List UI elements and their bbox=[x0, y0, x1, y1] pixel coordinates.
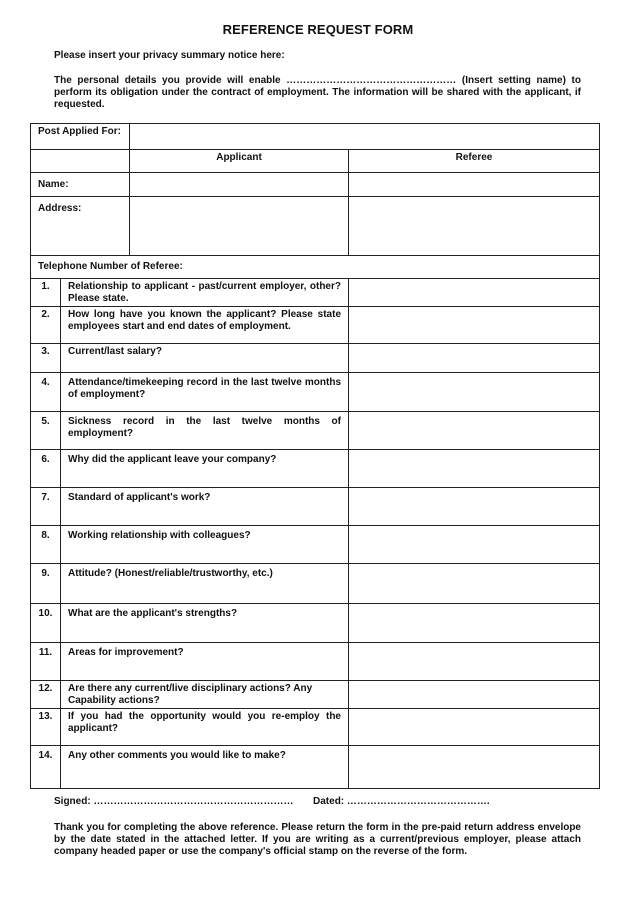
question-number: 8. bbox=[31, 526, 61, 564]
header-blank bbox=[31, 150, 130, 173]
address-row bbox=[31, 197, 600, 256]
applicant-address-field[interactable] bbox=[130, 197, 349, 256]
question-text: Attitude? (Honest/reliable/trustworthy, etc.) bbox=[61, 564, 349, 604]
name-label: Name: bbox=[31, 173, 130, 197]
answer-field[interactable] bbox=[349, 746, 600, 789]
question-text: Standard of applicant's work? bbox=[61, 488, 349, 526]
answer-field[interactable] bbox=[349, 526, 600, 564]
question-text: Any other comments you would like to make? bbox=[61, 746, 349, 789]
question-text: What are the applicant's strengths? bbox=[61, 604, 349, 643]
question-text: Current/last salary? bbox=[61, 344, 349, 373]
answer-field[interactable] bbox=[349, 450, 600, 488]
address-label: Address: bbox=[31, 197, 130, 256]
question-row bbox=[31, 604, 600, 643]
question-text: Working relationship with colleagues? bbox=[61, 526, 349, 564]
question-row bbox=[31, 746, 600, 789]
question-row bbox=[31, 412, 600, 450]
question-text: Attendance/timekeeping record in the last twelve months of employment? bbox=[61, 373, 349, 412]
question-text: Sickness record in the last twelve months of employment? bbox=[61, 412, 349, 450]
question-row bbox=[31, 681, 600, 709]
question-row bbox=[31, 564, 600, 604]
question-number: 1. bbox=[31, 279, 61, 307]
question-row bbox=[31, 279, 600, 307]
question-number: 4. bbox=[31, 373, 61, 412]
question-row bbox=[31, 373, 600, 412]
signature-line bbox=[54, 796, 490, 807]
post-applied-field[interactable] bbox=[130, 124, 600, 150]
question-number: 9. bbox=[31, 564, 61, 604]
question-row bbox=[31, 643, 600, 681]
signed-field[interactable]: Signed: …………………………………………………… bbox=[54, 796, 294, 807]
page-title: REFERENCE REQUEST FORM bbox=[222, 22, 414, 37]
answer-field[interactable] bbox=[349, 564, 600, 604]
question-text: Are there any current/live disciplinary actions? Any Capability actions? bbox=[61, 681, 349, 709]
post-applied-row bbox=[31, 124, 600, 150]
question-number: 12. bbox=[31, 681, 61, 709]
applicant-header: Applicant bbox=[130, 150, 349, 173]
question-row bbox=[31, 450, 600, 488]
question-text: If you had the opportunity would you re-employ the applicant? bbox=[61, 709, 349, 746]
question-text: Relationship to applicant - past/current employer, other? Please state. bbox=[61, 279, 349, 307]
answer-field[interactable] bbox=[349, 604, 600, 643]
question-number: 3. bbox=[31, 344, 61, 373]
name-row bbox=[31, 173, 600, 197]
question-row bbox=[31, 307, 600, 344]
telephone-row bbox=[31, 256, 600, 279]
reference-form-table bbox=[30, 123, 600, 789]
intro-paragraph: The personal details you provide will enable …………………………………………… (Insert setting name) to perform its obligation under the contract of employment. The information will be shared with the applicant, if requested. bbox=[54, 75, 581, 110]
question-text: Why did the applicant leave your company? bbox=[61, 450, 349, 488]
referee-header: Referee bbox=[349, 150, 600, 173]
telephone-label[interactable]: Telephone Number of Referee: bbox=[31, 256, 600, 279]
referee-address-field[interactable] bbox=[349, 197, 600, 256]
question-number: 13. bbox=[31, 709, 61, 746]
question-number: 5. bbox=[31, 412, 61, 450]
question-row bbox=[31, 526, 600, 564]
referee-name-field[interactable] bbox=[349, 173, 600, 197]
question-row bbox=[31, 344, 600, 373]
question-row bbox=[31, 488, 600, 526]
answer-field[interactable] bbox=[349, 643, 600, 681]
question-number: 14. bbox=[31, 746, 61, 789]
question-number: 11. bbox=[31, 643, 61, 681]
answer-field[interactable] bbox=[349, 488, 600, 526]
answer-field[interactable] bbox=[349, 373, 600, 412]
answer-field[interactable] bbox=[349, 412, 600, 450]
answer-field[interactable] bbox=[349, 307, 600, 344]
question-text: How long have you known the applicant? Please state employees start and end dates of employment. bbox=[61, 307, 349, 344]
privacy-notice: Please insert your privacy summary notice here: bbox=[54, 50, 285, 61]
answer-field[interactable] bbox=[349, 279, 600, 307]
post-applied-label: Post Applied For: bbox=[31, 124, 130, 150]
question-number: 6. bbox=[31, 450, 61, 488]
question-text: Areas for improvement? bbox=[61, 643, 349, 681]
question-number: 7. bbox=[31, 488, 61, 526]
applicant-name-field[interactable] bbox=[130, 173, 349, 197]
question-number: 10. bbox=[31, 604, 61, 643]
thanks-paragraph: Thank you for completing the above reference. Please return the form in the pre-paid return address envelope by the date stated in the attached letter. If you are writing as a current/previous employer, please attach company headed paper or use the company's official stamp on the reverse of the form. bbox=[54, 822, 581, 857]
question-number: 2. bbox=[31, 307, 61, 344]
answer-field[interactable] bbox=[349, 344, 600, 373]
dated-field[interactable]: Dated: ……………………………………. bbox=[313, 796, 490, 807]
answer-field[interactable] bbox=[349, 709, 600, 746]
question-row bbox=[31, 709, 600, 746]
column-header-row bbox=[31, 150, 600, 173]
answer-field[interactable] bbox=[349, 681, 600, 709]
